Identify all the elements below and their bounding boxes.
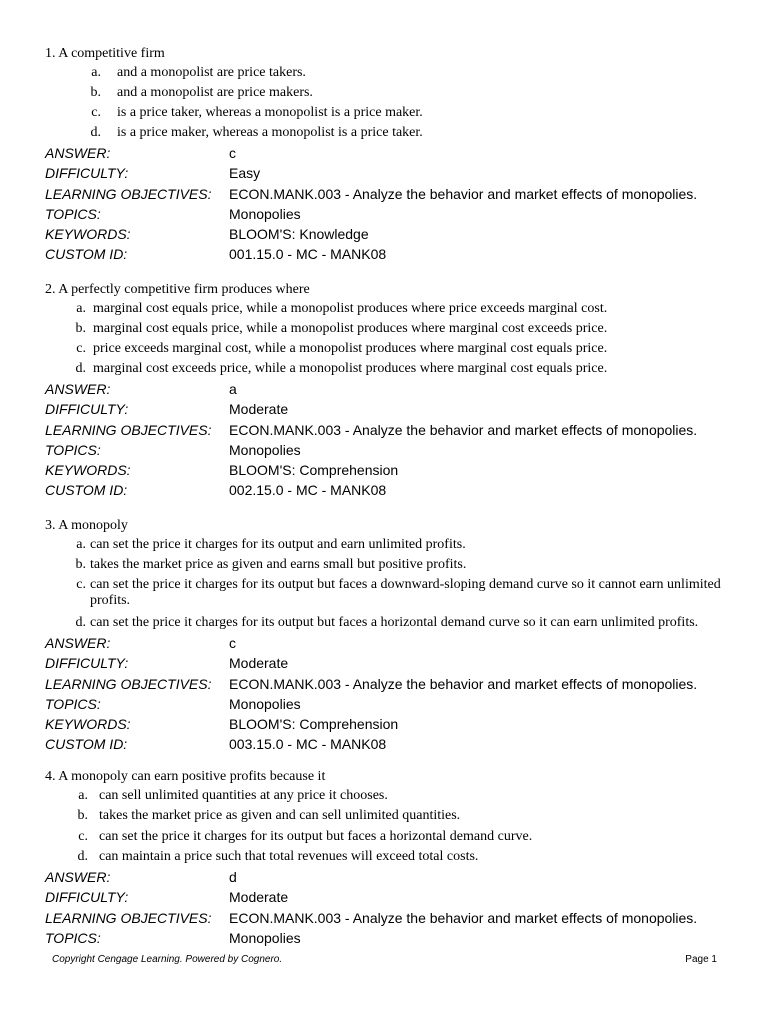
meta-value: c xyxy=(229,145,236,161)
meta-label: LEARNING OBJECTIVES: xyxy=(45,909,212,926)
meta-label: LEARNING OBJECTIVES: xyxy=(45,185,212,202)
keywords-row xyxy=(45,714,735,734)
meta-label: LEARNING OBJECTIVES: xyxy=(45,675,212,692)
meta-label: DIFFICULTY: xyxy=(45,889,129,906)
meta-value: Moderate xyxy=(229,401,289,418)
choice-letter: c. xyxy=(78,828,88,844)
meta-label: LEARNING OBJECTIVES: xyxy=(45,421,212,438)
difficulty-row xyxy=(45,887,735,907)
choice-letter: c. xyxy=(76,577,86,592)
choice-text: marginal cost equals price, while a monopolist produces where price exceeds marginal cost. xyxy=(93,301,608,316)
choice-letter: a. xyxy=(91,65,101,80)
choice-text: and a monopolist are price makers. xyxy=(117,85,313,100)
answer-choice xyxy=(45,535,735,555)
custom-id-row xyxy=(45,480,735,500)
meta-value: ECON.MANK.003 - Analyze the behavior and market effects of monopolies. xyxy=(229,909,698,926)
learning-objectives-row xyxy=(45,908,735,928)
choice-text: can set the price it charges for its output but faces a horizontal demand curve. xyxy=(99,828,533,844)
meta-label: DIFFICULTY: xyxy=(45,165,129,182)
answer-row xyxy=(45,379,735,399)
meta-value: Monopolies xyxy=(229,695,301,712)
meta-label: ANSWER: xyxy=(45,869,111,886)
answer-choice xyxy=(45,555,735,575)
answer-choice xyxy=(45,339,735,359)
answer-choice xyxy=(45,806,735,826)
choice-letter: c. xyxy=(76,341,86,356)
meta-label: DIFFICULTY: xyxy=(45,401,129,418)
choice-text: marginal cost exceeds price, while a monopolist produces where marginal cost equals price. xyxy=(93,361,608,376)
meta-value: ECON.MANK.003 - Analyze the behavior and market effects of monopolies. xyxy=(229,675,698,692)
question-stem: 1. A competitive firm xyxy=(45,46,165,61)
choice-letter: b. xyxy=(75,321,86,336)
topics-row xyxy=(45,204,735,224)
meta-label: CUSTOM ID: xyxy=(45,482,128,499)
meta-value: 002.15.0 - MC - MANK08 xyxy=(229,482,387,499)
learning-objectives-row xyxy=(45,420,735,440)
topics-row xyxy=(45,928,735,948)
choice-letter: d. xyxy=(75,615,86,630)
meta-value: Monopolies xyxy=(229,441,301,458)
meta-value: Monopolies xyxy=(229,930,301,947)
answer-choice xyxy=(45,827,735,847)
answer-choice xyxy=(45,83,735,103)
meta-label: TOPICS: xyxy=(45,930,101,947)
choice-text: marginal cost equals price, while a monopolist produces where marginal cost exceeds price. xyxy=(93,321,608,336)
meta-value: Monopolies xyxy=(229,205,301,222)
question-1 xyxy=(45,44,735,265)
meta-label: CUSTOM ID: xyxy=(45,246,128,263)
choice-text: price exceeds marginal cost, while a monopolist produces where marginal cost equals price. xyxy=(93,341,608,356)
question-stem: 3. A monopoly xyxy=(45,518,128,533)
difficulty-row xyxy=(45,163,735,183)
question-2 xyxy=(45,280,735,501)
custom-id-row xyxy=(45,244,735,264)
choice-letter: a. xyxy=(76,537,86,552)
answer-choice xyxy=(45,103,735,123)
meta-label: TOPICS: xyxy=(45,695,101,712)
answer-row xyxy=(45,867,735,887)
answer-choice xyxy=(45,319,735,339)
choice-text: can set the price it charges for its output but faces a downward-sloping demand curve so it cannot earn unlimited profits. xyxy=(90,577,721,608)
meta-label: ANSWER: xyxy=(45,381,111,397)
meta-label: KEYWORDS: xyxy=(45,716,131,733)
choice-letter: b. xyxy=(75,557,86,572)
page-number: Page 1 xyxy=(685,954,717,965)
meta-value: ECON.MANK.003 - Analyze the behavior and market effects of monopolies. xyxy=(229,185,698,202)
answer-choice xyxy=(45,63,735,83)
choice-letter: d. xyxy=(75,361,86,376)
choice-letter: d. xyxy=(77,848,88,864)
meta-value: BLOOM'S: Comprehension xyxy=(229,716,399,733)
choice-letter: a. xyxy=(78,788,88,803)
choice-text: can set the price it charges for its output but faces a horizontal demand curve so it can earn unlimited profits. xyxy=(90,615,699,630)
copyright-text: Copyright Cengage Learning. Powered by Cognero. xyxy=(52,954,283,965)
topics-row xyxy=(45,694,735,714)
choice-letter: a. xyxy=(76,301,86,316)
choice-text: and a monopolist are price takers. xyxy=(117,65,306,80)
question-4 xyxy=(45,767,735,948)
topics-row xyxy=(45,440,735,460)
answer-choice xyxy=(45,299,735,319)
answer-choice xyxy=(45,847,735,867)
answer-choice xyxy=(45,613,735,633)
choice-letter: d. xyxy=(90,125,101,140)
question-stem: 4. A monopoly can earn positive profits because it xyxy=(45,769,326,784)
question-stem: 2. A perfectly competitive firm produces where xyxy=(45,282,310,297)
choice-text: can set the price it charges for its output and earn unlimited profits. xyxy=(90,537,466,552)
meta-label: KEYWORDS: xyxy=(45,226,131,243)
answer-choice xyxy=(45,123,735,143)
meta-label: ANSWER: xyxy=(45,635,111,651)
meta-label: DIFFICULTY: xyxy=(45,655,129,672)
keywords-row xyxy=(45,460,735,480)
answer-choice xyxy=(45,786,735,806)
meta-value: Moderate xyxy=(229,655,289,672)
choice-text: takes the market price as given and can sell unlimited quantities. xyxy=(99,808,461,824)
custom-id-row xyxy=(45,734,735,754)
choice-text: can sell unlimited quantities at any price it chooses. xyxy=(99,788,388,803)
meta-label: TOPICS: xyxy=(45,441,101,458)
choice-text: takes the market price as given and earns small but positive profits. xyxy=(90,557,467,572)
learning-objectives-row xyxy=(45,674,735,694)
meta-value: Moderate xyxy=(229,889,289,906)
difficulty-row xyxy=(45,653,735,673)
meta-value: BLOOM'S: Knowledge xyxy=(229,226,369,243)
answer-choice xyxy=(45,575,735,613)
choice-letter: c. xyxy=(91,105,101,120)
keywords-row xyxy=(45,224,735,244)
meta-value: c xyxy=(229,635,236,651)
learning-objectives-row xyxy=(45,184,735,204)
meta-label: ANSWER: xyxy=(45,145,111,161)
choice-text: is a price maker, whereas a monopolist is a price taker. xyxy=(117,125,423,140)
answer-row xyxy=(45,143,735,163)
question-3 xyxy=(45,516,735,755)
meta-label: CUSTOM ID: xyxy=(45,736,128,753)
page-footer xyxy=(0,950,768,970)
difficulty-row xyxy=(45,399,735,419)
meta-label: TOPICS: xyxy=(45,205,101,222)
meta-value: ECON.MANK.003 - Analyze the behavior and market effects of monopolies. xyxy=(229,421,698,438)
meta-label: KEYWORDS: xyxy=(45,462,131,479)
meta-value: 001.15.0 - MC - MANK08 xyxy=(229,246,387,263)
meta-value: BLOOM'S: Comprehension xyxy=(229,462,399,479)
answer-choice xyxy=(45,359,735,379)
answer-row xyxy=(45,633,735,653)
meta-value: d xyxy=(229,869,237,886)
choice-text: can maintain a price such that total revenues will exceed total costs. xyxy=(99,848,479,864)
choice-letter: b. xyxy=(77,808,88,824)
meta-value: Easy xyxy=(229,165,261,182)
meta-value: a xyxy=(229,381,237,397)
meta-value: 003.15.0 - MC - MANK08 xyxy=(229,736,387,753)
choice-text: is a price taker, whereas a monopolist is a price maker. xyxy=(117,105,423,120)
choice-letter: b. xyxy=(90,85,101,100)
